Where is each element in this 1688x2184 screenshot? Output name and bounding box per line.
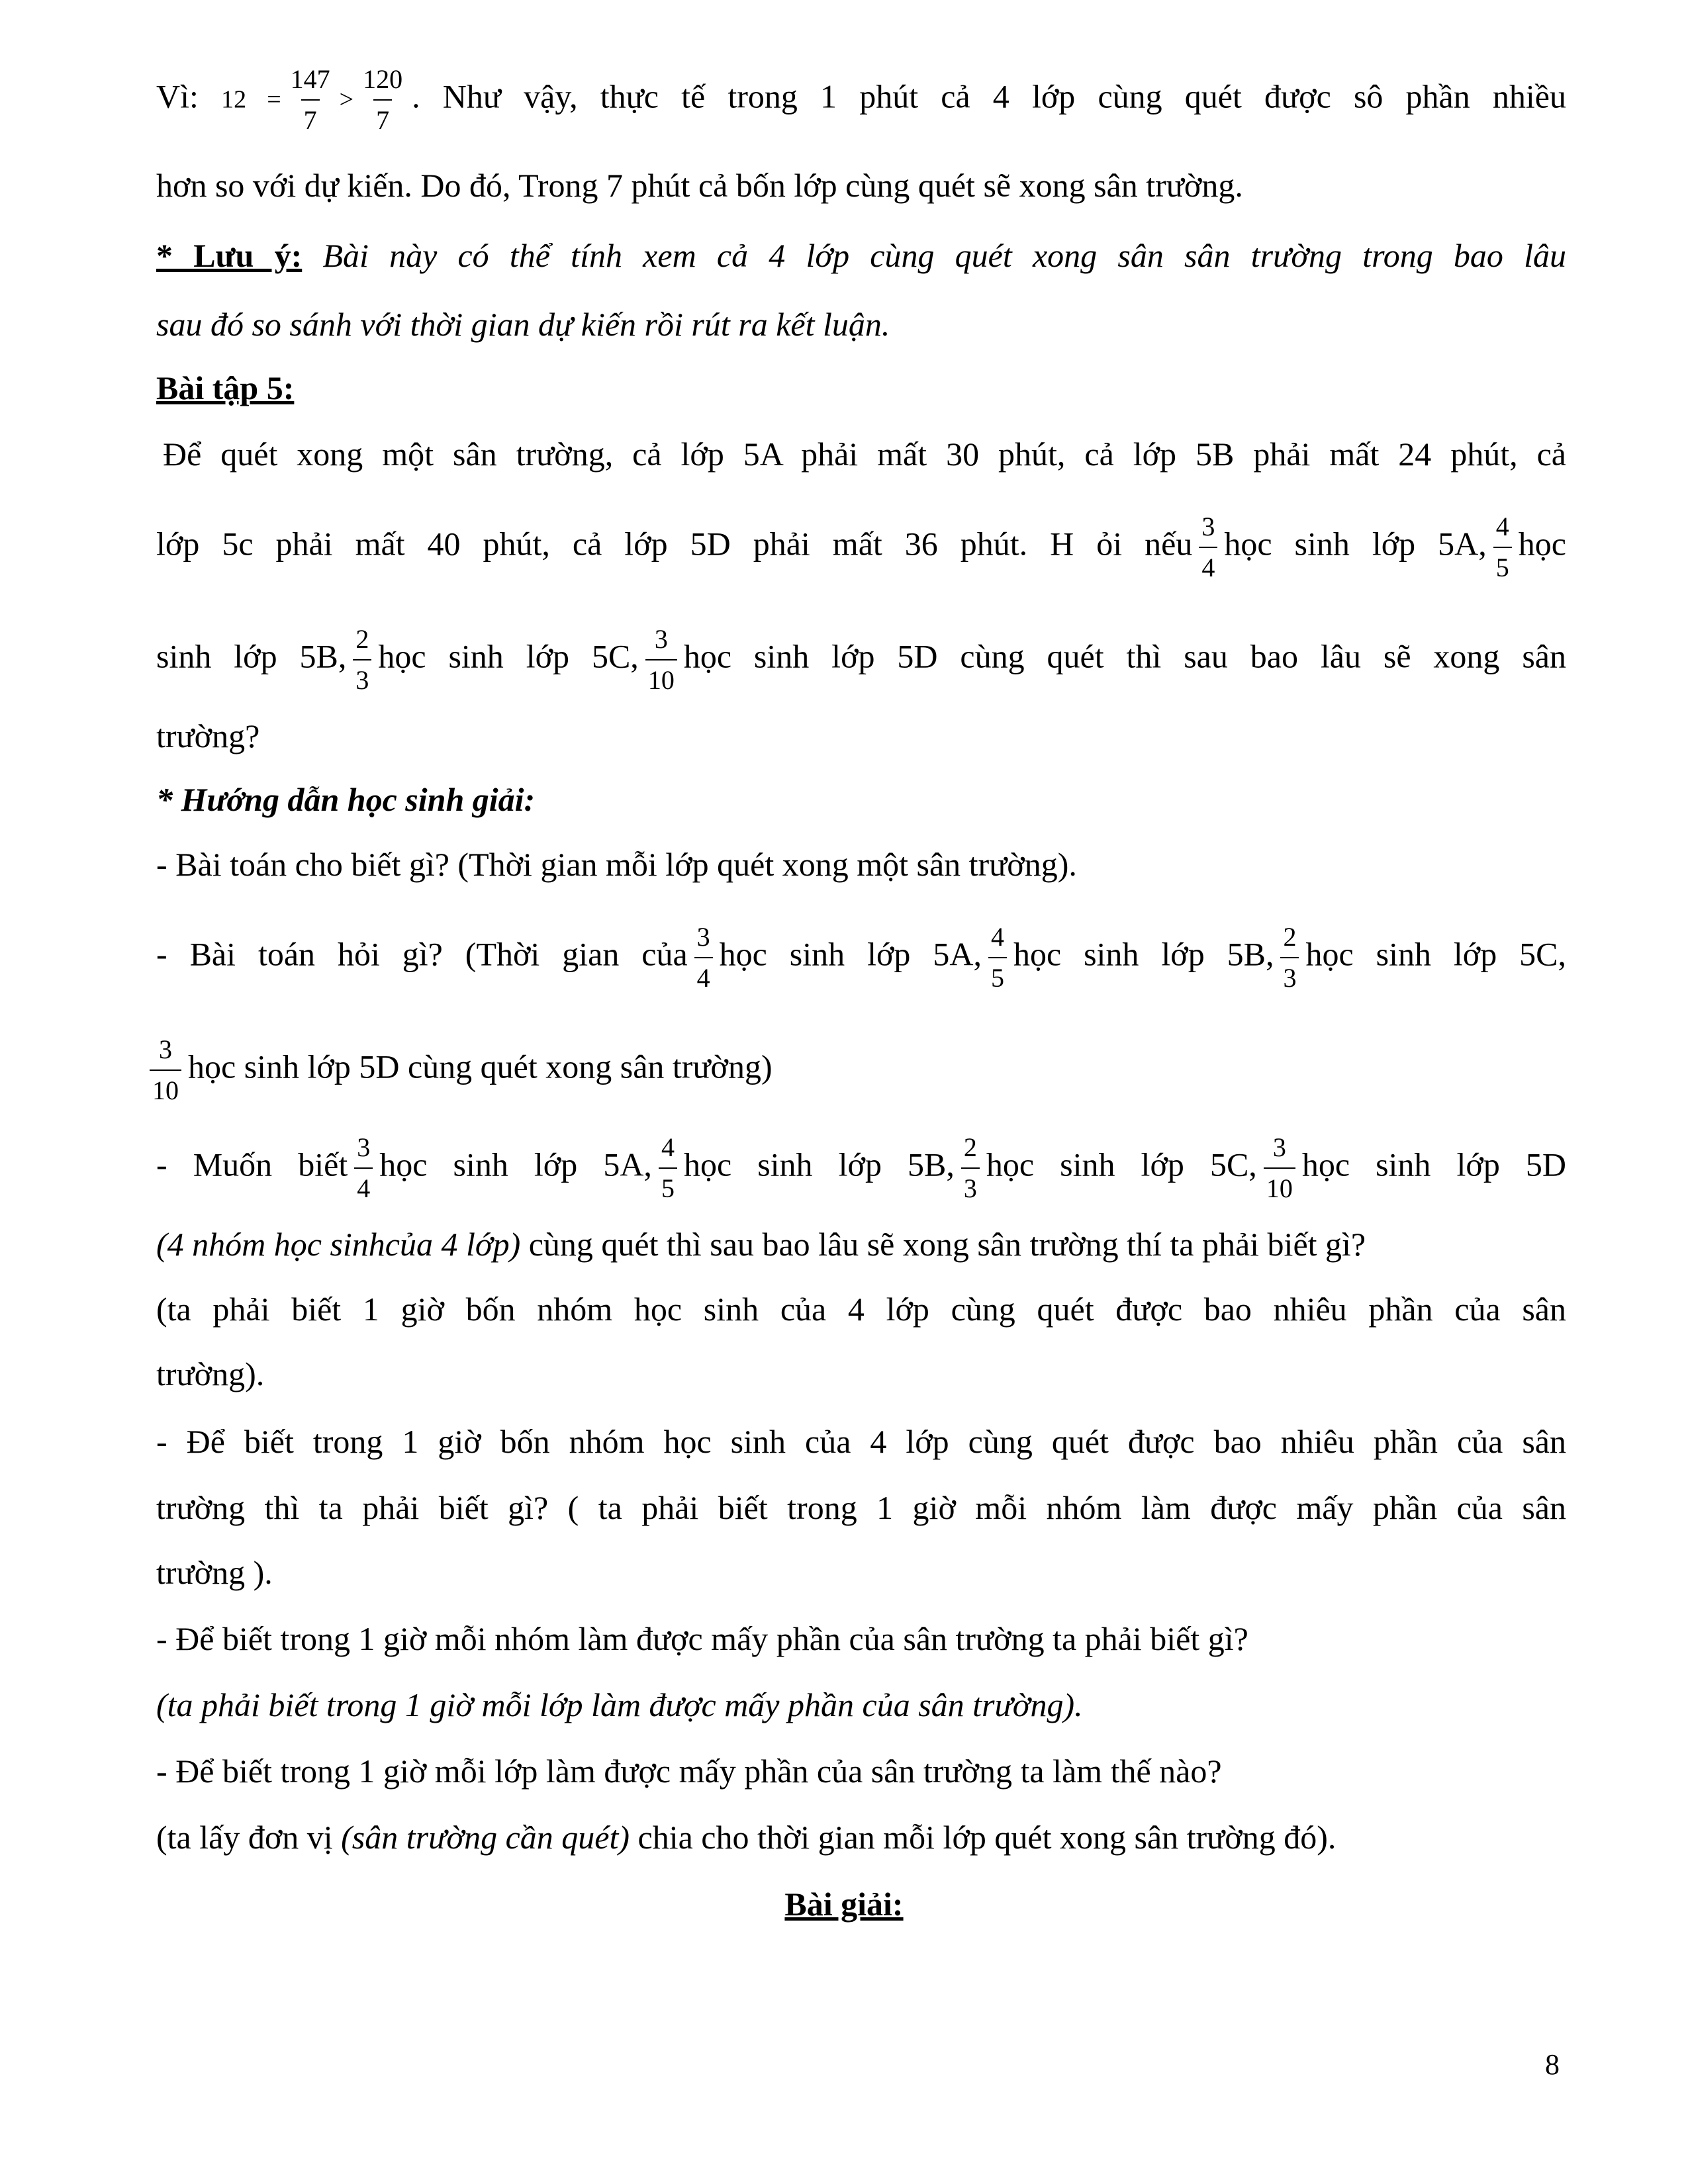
- guide-line: - Để biết trong 1 giờ mỗi nhóm làm được mấy phần của sân trường ta phải biết gì?: [156, 1620, 1248, 1657]
- text: . Như vậy, thực tế trong 1 phút cả 4 lớp cùng quét được sô phần nhiều: [412, 77, 1566, 115]
- text-line: [156, 66, 1566, 134]
- text-line: trường?: [156, 717, 260, 754]
- text: Vì:: [156, 77, 199, 115]
- guide-line: (ta lấy đơn vị (sân trường cần quét) chia cho thời gian mỗi lớp quét xong sân trường đó).: [156, 1819, 1336, 1856]
- note-label: * Lưu ý:: [156, 237, 303, 274]
- guide-line: - Muốn biết $\frac{3}{4}$ học sinh lớp 5A, $\frac{4}{5}$ học sinh lớp 5B, $\frac{2}{3}$ học sinh lớp 5C, $\frac{3}{10}$ học sinh lớp 5D: [156, 1132, 1567, 1203]
- guide-line: - Bài toán hỏi gì? (Thời gian của $\frac{3}{4}$ học sinh lớp 5A, $\frac{4}{5}$ học sinh lớp 5B, $\frac{2}{3}$ học sinh lớp 5C,: [156, 922, 1567, 993]
- fraction: $\frac{3}{10}$: [150, 1036, 181, 1104]
- guide-line: - Để biết trong 1 giờ bốn nhóm học sinh của 4 lớp cùng quét được bao nhiêu phần của sân: [156, 1423, 1566, 1460]
- fraction: $\frac{3}{4}$: [694, 924, 713, 991]
- guide-line: trường ).: [156, 1554, 273, 1591]
- page-number: 8: [1545, 2048, 1560, 2081]
- fraction: $\frac{3}{10}$: [645, 626, 677, 694]
- exercise-title: Bài tập 5:: [156, 369, 295, 406]
- text-line: sinh lớp 5B, $\frac{2}{3}$ học sinh lớp 5C, $\frac{3}{10}$ học sinh lớp 5D cùng quét thì sau bao lâu sẽ xong sân: [156, 624, 1566, 695]
- guide-line: (ta phải biết 1 giờ bốn nhóm học sinh của 4 lớp cùng quét được bao nhiêu phần của sân: [156, 1291, 1566, 1328]
- note-line: [156, 236, 1566, 275]
- greater-sign: >: [339, 85, 354, 114]
- guide-line: $\frac{3}{10}$ học sinh lớp 5D cùng quét xong sân trường): [150, 1036, 1560, 1104]
- guide-line: (ta phải biết trong 1 giờ mỗi lớp làm được mấy phần của sân trường).: [156, 1686, 1083, 1723]
- equation-text: 12 =: [221, 85, 281, 114]
- note-text: Bài này có thể tính xem cả 4 lớp cùng quét xong sân sân trường trong bao lâu: [322, 237, 1567, 274]
- fraction: $\frac{2}{3}$: [961, 1134, 980, 1202]
- fraction: $\frac{3}{10}$: [1264, 1134, 1295, 1202]
- fraction: $\frac{4}{5}$: [988, 924, 1007, 991]
- fraction: $\frac{3}{4}$: [354, 1134, 373, 1202]
- guide-line: - Bài toán cho biết gì? (Thời gian mỗi lớp quét xong một sân trường).: [156, 846, 1077, 883]
- fraction: $\frac{4}{5}$: [659, 1134, 677, 1202]
- guide-line: - Để biết trong 1 giờ mỗi lớp làm được mấy phần của sân trường ta làm thế nào?: [156, 1752, 1222, 1790]
- fraction: $\frac{3}{4}$: [1199, 514, 1217, 581]
- text-line: hơn so với dự kiến. Do đó, Trong 7 phút cả bốn lớp cùng quét sẽ xong sân trường.: [156, 167, 1243, 204]
- fraction: $\frac{2}{3}$: [353, 626, 371, 694]
- fraction: $\frac{147}{7}$: [290, 64, 330, 135]
- note-text: sau đó so sánh với thời gian dự kiến rồi rút ra kết luận.: [156, 306, 890, 343]
- solution-title-wrap: [0, 1885, 1688, 1923]
- fraction: $\frac{2}{3}$: [1280, 924, 1299, 991]
- solution-title: Bài giải:: [784, 1886, 904, 1923]
- text-line: lớp 5c phải mất 40 phút, cả lớp 5D phải mất 36 phút. H ỏi nếu $\frac{3}{4}$ học sinh lớp 5A, $\frac{4}{5}$ học: [156, 512, 1566, 582]
- text-line: Để quét xong một sân trường, cả lớp 5A phải mất 30 phút, cả lớp 5B phải mất 24 phút, cả: [163, 435, 1566, 473]
- fraction: $\frac{4}{5}$: [1493, 514, 1512, 581]
- guide-line: trường thì ta phải biết gì? ( ta phải biết trong 1 giờ mỗi nhóm làm được mấy phần của sân: [156, 1489, 1566, 1526]
- fraction: $\frac{120}{7}$: [363, 64, 403, 135]
- guide-line: (4 nhóm học sinhcủa 4 lớp) cùng quét thì sau bao lâu sẽ xong sân trường thí ta phải biết gì?: [156, 1226, 1366, 1263]
- guide-title: * Hướng dẫn học sinh giải:: [156, 781, 536, 818]
- guide-line: trường).: [156, 1355, 265, 1392]
